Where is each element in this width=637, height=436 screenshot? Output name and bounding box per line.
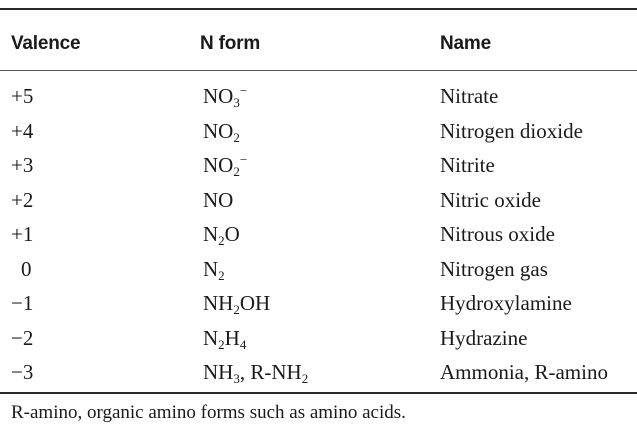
formula-part: N	[203, 325, 219, 350]
valence-cell: −2	[11, 325, 34, 350]
n-form-cell	[203, 355, 308, 389]
table-row	[0, 252, 637, 286]
formula-part: NH	[203, 360, 234, 384]
valence-cell: +4	[11, 118, 34, 143]
n-form-cell	[203, 217, 240, 251]
formula-part: H	[224, 325, 240, 350]
header-valence: Valence	[11, 33, 81, 54]
table-bottom-rule	[0, 392, 637, 394]
valence-cell: +2	[11, 187, 34, 212]
formula-part: 2	[218, 267, 225, 283]
formula-part: O	[224, 222, 240, 246]
n-form-cell	[203, 321, 246, 355]
name-cell: Nitric oxide	[440, 187, 541, 212]
formula-part: 2	[233, 302, 240, 317]
table-header-rule	[0, 70, 637, 71]
table-row	[0, 183, 637, 217]
formula-part: 2	[233, 164, 240, 179]
name-cell: Nitrate	[440, 84, 499, 108]
table-row	[0, 79, 637, 113]
name-cell: Nitrous oxide	[440, 222, 555, 246]
header-name: Name	[440, 33, 491, 54]
formula-part: 4	[239, 336, 247, 352]
valence-cell: +3	[11, 153, 34, 177]
table-row	[0, 114, 637, 148]
formula-part: OH	[239, 291, 271, 315]
table-row	[0, 286, 637, 320]
formula-part: 2	[301, 371, 309, 386]
name-cell: Nitrogen dioxide	[440, 118, 583, 143]
formula-part: −	[239, 83, 248, 98]
formula-part: N	[203, 222, 219, 246]
table-row	[0, 148, 637, 182]
formula-part: N	[203, 256, 219, 281]
formula-part: 2	[218, 336, 225, 352]
formula-part: NO	[203, 84, 234, 108]
formula-part: NO	[203, 187, 234, 212]
header-n-form: N form	[200, 33, 261, 54]
valence-cell: −1	[11, 291, 34, 315]
valence-cell: 0	[21, 256, 32, 281]
table-row	[0, 355, 637, 389]
formula-part: NO	[203, 153, 234, 177]
name-cell: Nitrogen gas	[440, 256, 548, 281]
valence-cell: +1	[11, 222, 34, 246]
formula-part: 3	[233, 371, 240, 386]
name-cell: Ammonia, R-amino	[440, 360, 608, 384]
valence-cell: −3	[11, 360, 34, 384]
table-row	[0, 321, 637, 355]
formula-part: , R-NH	[239, 360, 302, 384]
n-form-cell	[203, 114, 240, 148]
formula-part: NO	[203, 118, 234, 143]
n-form-cell	[203, 286, 270, 320]
table-row	[0, 217, 637, 251]
formula-part: 2	[218, 233, 225, 248]
name-cell: Nitrite	[440, 153, 495, 177]
n-form-cell	[203, 148, 247, 182]
n-form-cell	[203, 183, 233, 217]
formula-part: −	[239, 152, 248, 167]
table-footnote: R-amino, organic amino forms such as amino acids.	[11, 402, 406, 423]
formula-part: NH	[203, 291, 234, 315]
n-form-cell	[203, 79, 247, 113]
valence-cell: +5	[11, 84, 34, 108]
name-cell: Hydrazine	[440, 325, 528, 350]
n-form-cell	[203, 252, 225, 286]
name-cell: Hydroxylamine	[440, 291, 572, 315]
formula-part: 3	[233, 95, 240, 110]
formula-part: 2	[233, 129, 240, 145]
table-top-rule	[0, 8, 637, 10]
